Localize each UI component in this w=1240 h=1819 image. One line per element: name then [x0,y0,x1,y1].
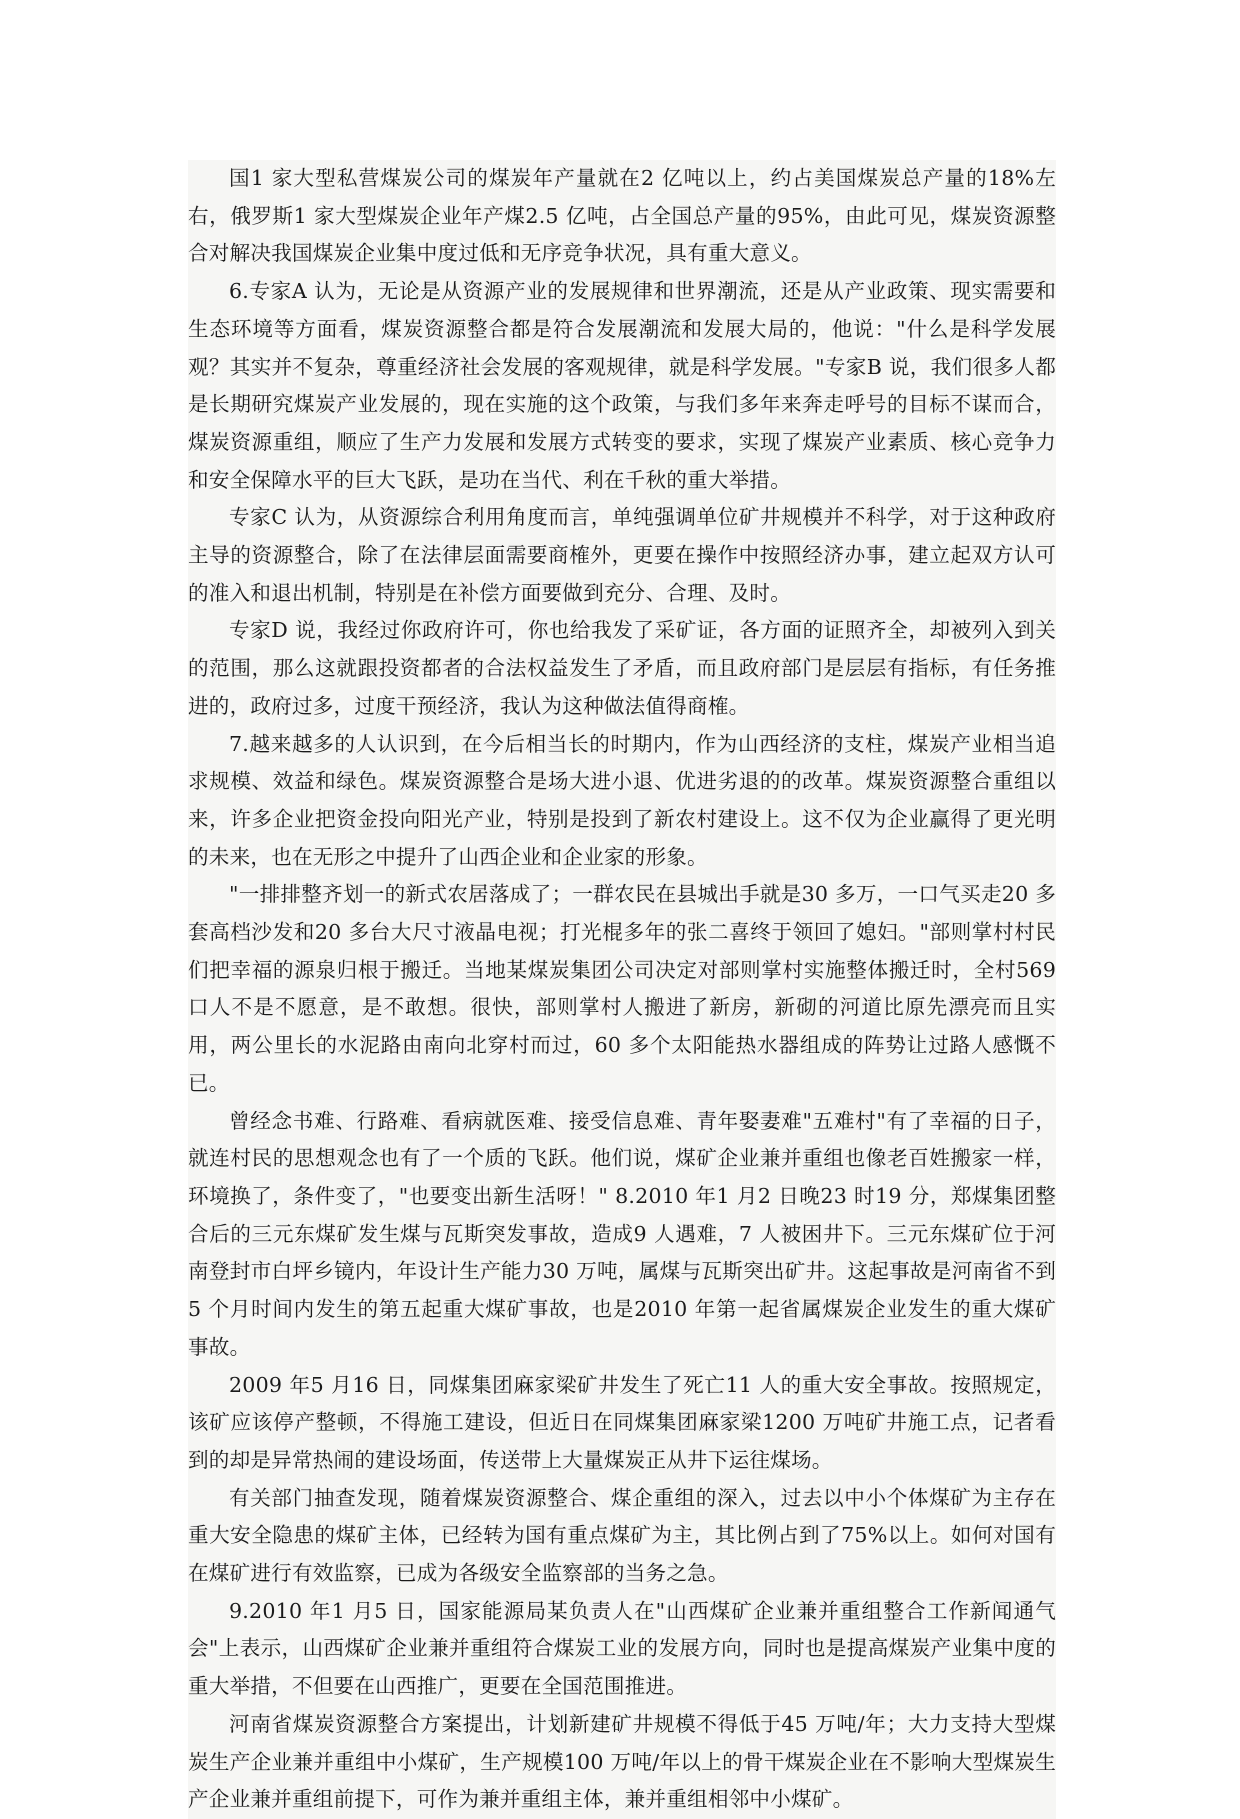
paragraph: 2009 年5 月16 日，同煤集团麻家梁矿井发生了死亡11 人的重大安全事故。按照规定，该矿应该停产整顿，不得施工建设，但近日在同煤集团麻家梁1200 万吨矿井施工点，记者看到的却是异常热闹的建设场面，传送带上大量煤炭正从井下运往煤场。 [188,1372,1056,1472]
paragraph: 有关部门抽查发现，随着煤炭资源整合、煤企重组的深入，过去以中小个体煤矿为主存在重大安全隐患的煤矿主体，已经转为国有重点煤矿为主，其比例占到了75%以上。如何对国有在煤矿进行有效监察，已成为各级安全监察部的当务之急。 [188,1485,1056,1586]
document-body [188,160,1056,1819]
paragraph: 7.越来越多的人认识到，在今后相当长的时期内，作为山西经济的支柱，煤炭产业相当追求规模、效益和绿色。煤炭资源整合是场大进小退、优进劣退的的改革。煤炭资源整合重组以来，许多企业把资金投向阳光产业，特别是投到了新农村建设上。这不仅为企业赢得了更光明的未来，也在无形之中提升了山西企业和企业家的形象。 [188,731,1056,869]
paragraph: 国1 家大型私营煤炭公司的煤炭年产量就在2 亿吨以上，约占美国煤炭总产量的18%左右，俄罗斯1 家大型煤炭企业年产煤2.5 亿吨，占全国总产量的95%，由此可见，煤炭资源整合对解决我国煤炭企业集中度过低和无序竞争状况，具有重大意义。 [188,166,1056,266]
paragraph: 9.2010 年1 月5 日，国家能源局某负责人在"山西煤矿企业兼并重组整合工作新闻通气会"上表示，山西煤矿企业兼并重组符合煤炭工业的发展方向，同时也是提高煤炭产业集中度的重大举措，不但要在山西推广，更要在全国范围推进。 [188,1598,1056,1699]
paragraph: "一排排整齐划一的新式农居落成了；一群农民在县城出手就是30 多万，一口气买走20 多套高档沙发和20 多台大尺寸液晶电视；打光棍多年的张二喜终于领回了媳妇。"部则掌村村民们把幸福的源泉归根于搬迁。当地某煤炭集团公司决定对部则掌村实施整体搬迁时，全村569 口人不是不愿意，是不敢想。很快，部则掌村人搬进了新房，新砌的河道比原先漂亮而且实用，两公里长的水泥路由南向北穿村而过，60 多个太阳能热水器组成的阵势让过路人感慨不已。 [188,882,1056,1095]
paragraph: 专家D 说，我经过你政府许可，你也给我发了采矿证，各方面的证照齐全，却被列入到关的范围，那么这就跟投资都者的合法权益发生了矛盾，而且政府部门是层层有指标，有任务推进的，政府过多，过度干预经济，我认为这种做法值得商榷。 [188,618,1056,718]
paragraph: 6.专家A 认为，无论是从资源产业的发展规律和世界潮流，还是从产业政策、现实需要和生态环境等方面看，煤炭资源整合都是符合发展潮流和发展大局的，他说："什么是科学发展观？其实并不复杂，尊重经济社会发展的客观规律，就是科学发展。"专家B 说，我们很多人都是长期研究煤炭产业发展的，现在实施的这个政策，与我们多年来奔走呼号的目标不谋而合，煤炭资源重组，顺应了生产力发展和发展方式转变的要求，实现了煤炭产业素质、核心竞争力和安全保障水平的巨大飞跃，是功在当代、利在千秋的重大举措。 [188,279,1056,492]
paragraph: 河南省煤炭资源整合方案提出，计划新建矿井规模不得低于45 万吨/年；大力支持大型煤炭生产企业兼并重组中小煤矿，生产规模100 万吨/年以上的骨干煤炭企业在不影响大型煤炭生产企业兼并重组前提下，可作为兼并重组主体，兼并重组相邻中小煤矿。 [188,1711,1056,1812]
paragraph: 专家C 认为，从资源综合利用角度而言，单纯强调单位矿井规模并不科学，对于这种政府主导的资源整合，除了在法律层面需要商榷外，更要在操作中按照经济办事，建立起双方认可的准入和退出机制，特别是在补偿方面要做到充分、合理、及时。 [188,505,1056,605]
paragraph: 曾经念书难、行路难、看病就医难、接受信息难、青年娶妻难"五难村"有了幸福的日子，就连村民的思想观念也有了一个质的飞跃。他们说，煤矿企业兼并重组也像老百姓搬家一样，环境换了，条件变了，"也要变出新生活呀！" 8.2010 年1 月2 日晚23 时19 分，郑煤集团整合后的三元东煤矿发生煤与瓦斯突发事故，造成9 人遇难，7 人被困井下。三元东煤矿位于河南登封市白坪乡镜内，年设计生产能力30 万吨，属煤与瓦斯突出矿井。这起事故是河南省不到5 个月时间内发生的第五起重大煤矿事故，也是2010 年第一起省属煤炭企业发生的重大煤矿事故。 [188,1108,1056,1359]
